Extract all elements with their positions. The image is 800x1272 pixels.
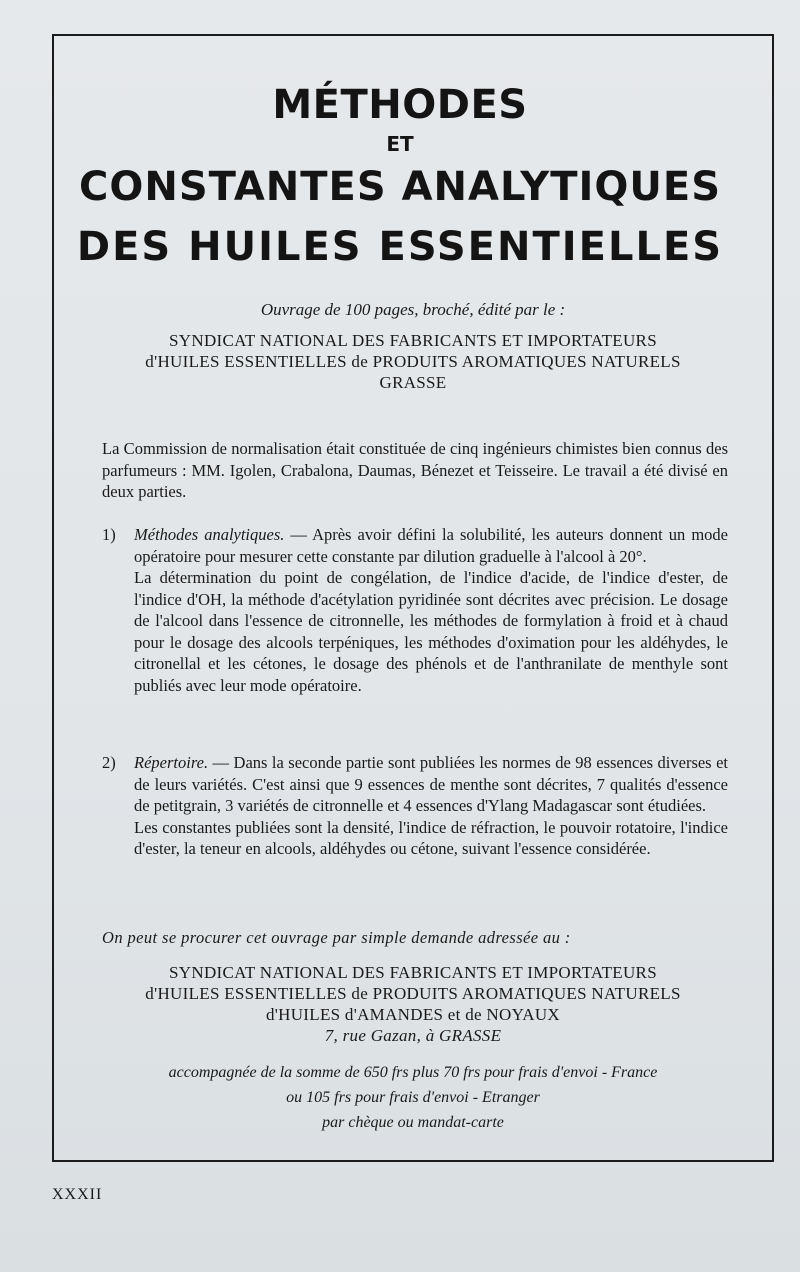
section-2-number: 2) [102, 753, 116, 772]
price-line-3: par chèque ou mandat-carte [322, 1114, 504, 1131]
section-1-number: 1) [102, 525, 116, 544]
address-line-2: d'HUILES ESSENTIELLES de PRODUITS AROMATIQUES NATURELS [145, 984, 681, 1003]
title-line-2: ET [386, 132, 414, 156]
title-line-1: MÉTHODES [272, 82, 528, 128]
price-line-1: accompagnée de la somme de 650 frs plus 70 frs pour frais d'envoi - France [168, 1064, 658, 1081]
address-line-3: d'HUILES d'AMANDES et de NOYAUX [265, 1005, 561, 1024]
publisher-line-1: SYNDICAT NATIONAL DES FABRICANTS ET IMPORTATEURS [169, 331, 657, 350]
section-1-text-1: — Après avoir défini la solubilité, les auteurs donnent un mode opératoire pour mesurer cette constante par dilution graduelle à l'alcool à 20°. [134, 525, 729, 566]
title-line-3: CONSTANTES ANALYTIQUES [79, 164, 721, 210]
section-2-text-1: — Dans la seconde partie sont publiées les normes de 98 essences diverses et de leurs variétés. C'est ainsi que 9 essences de menthe sont décrites, 7 qualités d'essence de petitgrain, 3 variétés de citronnelle et 4 essences d'Ylang Madagascar sont étudiées. [134, 753, 728, 815]
section-1-label: Méthodes analytiques. [134, 525, 285, 544]
publisher-line-2: d'HUILES ESSENTIELLES de PRODUITS AROMATIQUES NATURELS [145, 352, 681, 371]
section-1-text-2: La détermination du point de congélation, de l'indice d'acide, de l'indice d'ester, de l'indice d'OH, la méthode d'acétylation pyridinée sont décrites avec précision. Le dosage de l'alcool dans l'essence de citronnelle, les méthodes de formylation à froid et à chaud pour le dosage des alcools terpéniques, les méthodes d'oximation pour les aldéhydes, le citronellal et les cétones, le dosage des phénols et de l'anthranilate de menthyle sont publiés avec leur mode opératoire. [134, 568, 728, 695]
page-number: XXXII [52, 1186, 103, 1203]
section-methodes [102, 524, 728, 696]
subtitle: Ouvrage de 100 pages, broché, édité par le : [260, 300, 566, 319]
price-block [52, 1060, 774, 1135]
address-line-4: 7, rue Gazan, à GRASSE [324, 1026, 502, 1045]
title-line-4: DES HUILES ESSENTIELLES [76, 224, 724, 270]
section-2-label: Répertoire. [134, 753, 209, 772]
address-block [52, 962, 774, 1046]
address-line-1: SYNDICAT NATIONAL DES FABRICANTS ET IMPORTATEURS [169, 963, 657, 982]
section-2-text-2: Les constantes publiées sont la densité, l'indice de réfraction, le pouvoir rotatoire, l'indice d'ester, la teneur en alcools, aldéhydes ou cétone, suivant l'essence considérée. [134, 817, 728, 858]
publisher-block [52, 330, 774, 393]
order-note: On peut se procurer cet ouvrage par simple demande adressée au : [102, 928, 571, 947]
publisher-line-3: GRASSE [379, 373, 447, 392]
price-line-2: ou 105 frs pour frais d'envoi - Etranger [286, 1089, 540, 1106]
intro-paragraph: La Commission de normalisation était constituée de cinq ingénieurs chimistes bien connus des parfumeurs : MM. Igolen, Crabalona, Daumas, Bénezet et Teisseire. Le travail a été divisé en deux parties. [102, 439, 728, 501]
section-repertoire [102, 752, 728, 860]
